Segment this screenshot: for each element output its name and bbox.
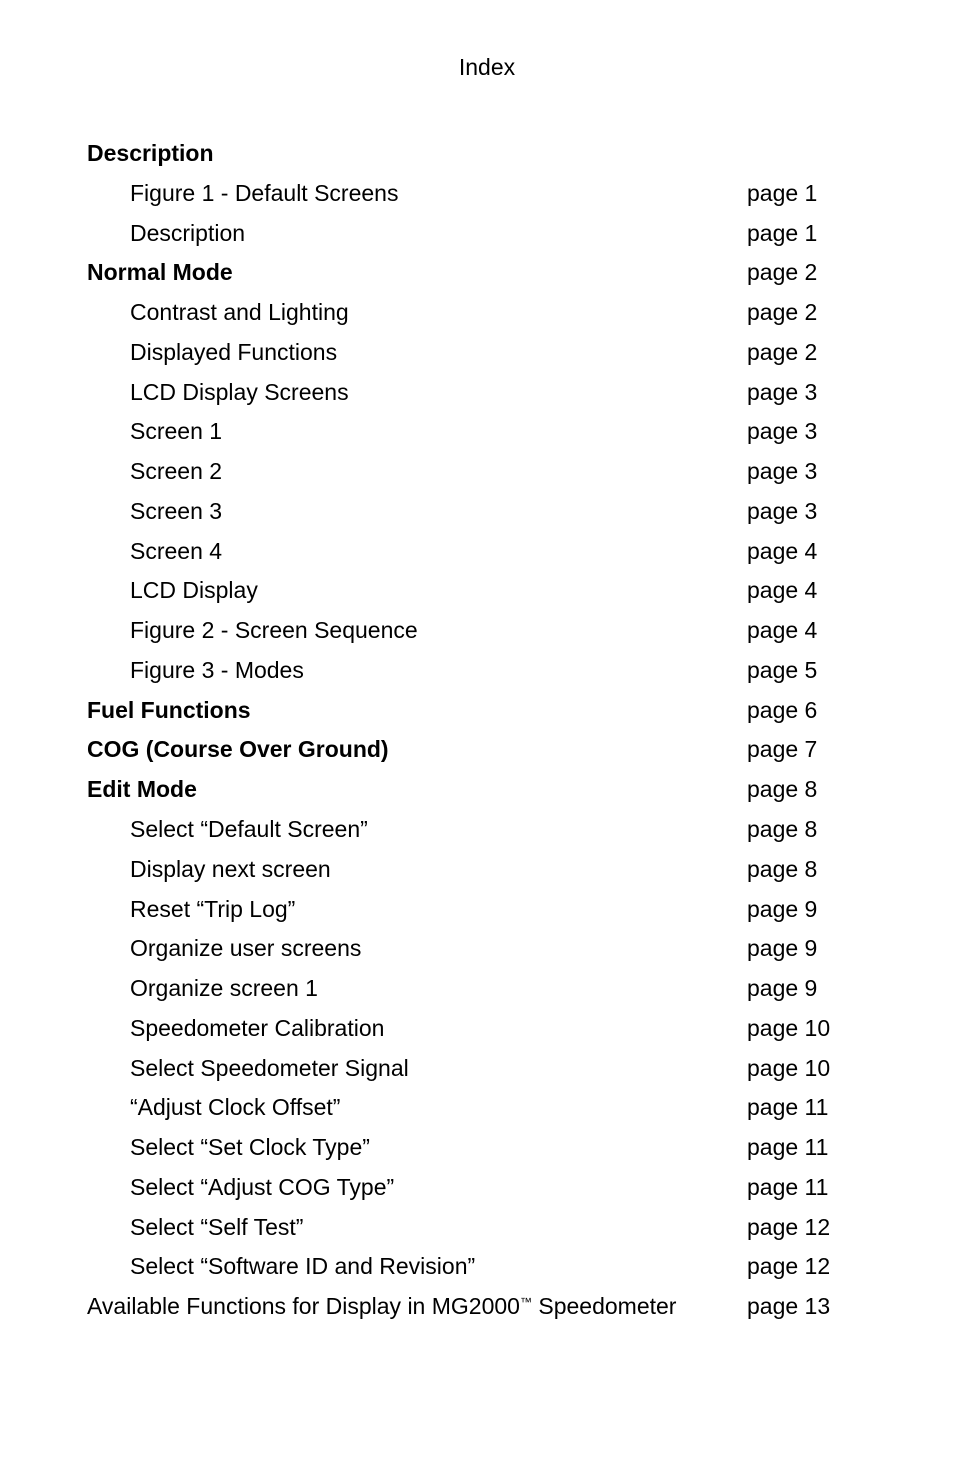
toc-entry-title: Figure 3 - Modes bbox=[130, 656, 304, 683]
toc-entry-title: COG (Course Over Ground) bbox=[87, 736, 389, 763]
toc-entry-page: page 2 bbox=[747, 259, 818, 286]
toc-entry-page: page 9 bbox=[747, 935, 818, 962]
toc-entry-title: Reset “Trip Log” bbox=[130, 895, 296, 922]
toc-entry-title: Speedometer Calibration bbox=[130, 1014, 385, 1041]
toc-entry-page: page 9 bbox=[747, 895, 818, 922]
toc-entry bbox=[87, 1287, 887, 1327]
toc-entry bbox=[87, 373, 887, 413]
toc-entry-label bbox=[87, 1174, 394, 1200]
toc-entry-title: Available Functions for Display in MG2000 bbox=[87, 1293, 520, 1320]
toc-entry bbox=[87, 571, 887, 611]
toc-entry-title: Description bbox=[130, 219, 246, 246]
toc-entry-label bbox=[87, 896, 295, 922]
trademark-symbol: ™ bbox=[519, 1295, 532, 1310]
toc-entry bbox=[87, 412, 887, 452]
toc-entry-label bbox=[87, 458, 222, 484]
toc-entry-page: page 8 bbox=[747, 776, 818, 803]
toc-entry-page: page 1 bbox=[747, 219, 818, 246]
toc-entry-title: Select “Software ID and Revision” bbox=[130, 1253, 476, 1280]
toc-entry-title: Organize user screens bbox=[130, 935, 362, 962]
toc-entry-title: Contrast and Lighting bbox=[130, 299, 349, 326]
toc-entry-page: page 12 bbox=[747, 1213, 831, 1240]
toc-entry-label bbox=[87, 816, 368, 842]
table-of-contents bbox=[87, 134, 887, 1327]
toc-entry-label bbox=[87, 220, 245, 246]
toc-entry bbox=[87, 1088, 887, 1128]
toc-entry-page: page 7 bbox=[747, 736, 818, 763]
toc-entry-page: page 4 bbox=[747, 537, 818, 564]
toc-entry bbox=[87, 969, 887, 1009]
toc-entry-label bbox=[87, 498, 222, 524]
toc-entry-page: page 8 bbox=[747, 855, 818, 882]
toc-entry bbox=[87, 492, 887, 532]
toc-entry-title: Organize screen 1 bbox=[130, 975, 318, 1002]
toc-entry bbox=[87, 810, 887, 850]
toc-entry-page: page 10 bbox=[747, 1014, 831, 1041]
toc-entry bbox=[87, 929, 887, 969]
toc-entry-label bbox=[87, 935, 361, 961]
toc-entry-page: page 4 bbox=[747, 577, 818, 604]
toc-entry-page: page 9 bbox=[747, 975, 818, 1002]
toc-entry-page: page 12 bbox=[747, 1253, 831, 1280]
toc-entry-page: page 11 bbox=[747, 1134, 829, 1161]
toc-entry-label bbox=[87, 418, 222, 444]
toc-entry-page: page 5 bbox=[747, 656, 818, 683]
toc-entry-label bbox=[87, 379, 349, 405]
toc-entry-title: Fuel Functions bbox=[87, 696, 251, 723]
toc-entry-label bbox=[87, 299, 349, 325]
toc-entry bbox=[87, 651, 887, 691]
toc-entry-label bbox=[87, 1214, 303, 1240]
toc-entry-title: LCD Display bbox=[130, 577, 258, 604]
toc-entry-title: Description bbox=[87, 140, 214, 166]
toc-entry bbox=[87, 1049, 887, 1089]
toc-entry-label bbox=[87, 339, 337, 365]
toc-entry-title: Select “Default Screen” bbox=[130, 816, 368, 843]
toc-entry-page: page 2 bbox=[747, 338, 818, 365]
toc-entry-title: Screen 1 bbox=[130, 418, 223, 445]
toc-entry bbox=[87, 253, 887, 293]
toc-entry-title: Displayed Functions bbox=[130, 338, 338, 365]
toc-entry bbox=[87, 452, 887, 492]
toc-entry-label bbox=[87, 538, 222, 564]
toc-entry-title: Figure 1 - Default Screens bbox=[130, 179, 399, 206]
toc-entry-label bbox=[87, 1293, 676, 1319]
toc-entry bbox=[87, 333, 887, 373]
toc-entry bbox=[87, 890, 887, 930]
toc-entry-title: Screen 2 bbox=[130, 458, 223, 485]
toc-entry-label bbox=[87, 1015, 384, 1041]
toc-entry-label bbox=[87, 617, 418, 643]
toc-entry-label bbox=[87, 180, 398, 206]
toc-entry bbox=[87, 1009, 887, 1049]
toc-entry-title: Display next screen bbox=[130, 855, 331, 882]
toc-entry-title: Edit Mode bbox=[87, 776, 197, 803]
toc-entry bbox=[87, 174, 887, 214]
toc-entry-label bbox=[87, 657, 304, 683]
toc-entry bbox=[87, 730, 887, 770]
toc-entry bbox=[87, 214, 887, 254]
toc-entry-title: Screen 3 bbox=[130, 497, 223, 524]
toc-entry bbox=[87, 1208, 887, 1248]
toc-entry-title: LCD Display Screens bbox=[130, 378, 349, 405]
toc-entry-label bbox=[87, 975, 318, 1001]
toc-entry-label bbox=[87, 736, 389, 762]
toc-entry-title: Normal Mode bbox=[87, 259, 233, 286]
toc-entry bbox=[87, 532, 887, 572]
toc-entry-page: page 6 bbox=[747, 696, 818, 723]
toc-entry-title: Select Speedometer Signal bbox=[130, 1054, 409, 1081]
toc-entry-page: page 11 bbox=[747, 1094, 829, 1121]
toc-entry bbox=[87, 1247, 887, 1287]
toc-entry-label bbox=[87, 1094, 340, 1120]
toc-entry-page: page 3 bbox=[747, 418, 818, 445]
page-title: Index bbox=[458, 54, 516, 80]
toc-entry bbox=[87, 611, 887, 651]
toc-entry-page: page 13 bbox=[747, 1293, 831, 1320]
toc-entry-title: Select “Adjust COG Type” bbox=[130, 1173, 395, 1200]
toc-entry-label bbox=[87, 776, 197, 802]
toc-entry-label bbox=[87, 1253, 475, 1279]
toc-entry-label bbox=[87, 1055, 409, 1081]
toc-entry-title: Select “Self Test” bbox=[130, 1213, 304, 1240]
toc-entry-page: page 3 bbox=[747, 497, 818, 524]
toc-entry bbox=[87, 134, 887, 174]
toc-entry-page: page 4 bbox=[747, 617, 818, 644]
toc-entry-label bbox=[87, 577, 258, 603]
toc-entry bbox=[87, 1168, 887, 1208]
toc-entry-title-suffix: Speedometer bbox=[531, 1293, 677, 1320]
toc-entry-label bbox=[87, 259, 233, 285]
toc-entry-page: page 3 bbox=[747, 458, 818, 485]
toc-entry-page: page 8 bbox=[747, 816, 818, 843]
toc-entry-title: Select “Set Clock Type” bbox=[130, 1134, 370, 1161]
toc-entry bbox=[87, 691, 887, 731]
toc-entry bbox=[87, 293, 887, 333]
toc-entry-page: page 10 bbox=[747, 1054, 831, 1081]
toc-entry-label bbox=[87, 697, 251, 723]
toc-entry-page: page 11 bbox=[747, 1173, 829, 1200]
toc-entry bbox=[87, 850, 887, 890]
toc-entry bbox=[87, 770, 887, 810]
toc-entry-page: page 3 bbox=[747, 378, 818, 405]
toc-entry-title: Figure 2 - Screen Sequence bbox=[130, 617, 418, 644]
toc-entry-title: Screen 4 bbox=[130, 537, 223, 564]
toc-entry-label bbox=[87, 140, 214, 166]
toc-entry-label bbox=[87, 856, 331, 882]
toc-entry-page: page 1 bbox=[747, 179, 818, 206]
toc-entry-label bbox=[87, 1134, 370, 1160]
toc-entry bbox=[87, 1128, 887, 1168]
toc-entry-page: page 2 bbox=[747, 299, 818, 326]
toc-entry-title: “Adjust Clock Offset” bbox=[130, 1094, 341, 1121]
